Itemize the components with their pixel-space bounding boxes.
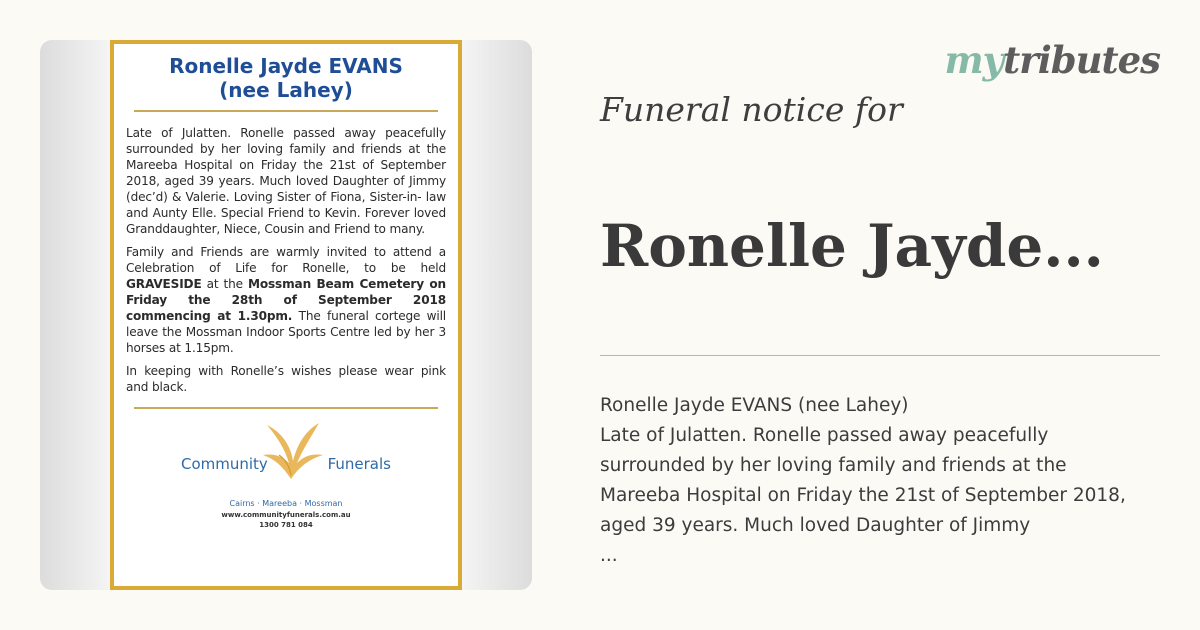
notice-paragraph-details: Late of Julatten. Ronelle passed away peacefully surrounded by her loving family and friends at the Mareeba Hospital on Friday the 21st of September 2018, aged 39 years. Much loved Daughter of Jimmy (dec’d) & Valerie. Loving Sister of Fiona, Sister-in- law and Aunty Elle. Special Friend to Kevin. Forever loved Granddaughter, Niece, Cousin and Friend to many.: [126, 126, 446, 236]
funeral-notice-label: Funeral notice for: [600, 90, 903, 129]
logo-locations: Cairns · Mareeba · Mossman: [229, 499, 343, 508]
notice-divider-bottom: [134, 407, 438, 409]
logo-text-community: Community: [181, 455, 268, 473]
excerpt-line: Late of Julatten. Ronelle passed away peacefully: [600, 425, 1049, 446]
notice-heading: [126, 54, 446, 102]
excerpt-line: aged 39 years. Much loved Daughter of Jimmy: [600, 515, 1031, 536]
notice-excerpt: [600, 391, 1160, 571]
community-funerals-logo: [181, 419, 391, 531]
excerpt-line: Mareeba Hospital on Friday the 21st of September 2018,: [600, 485, 1126, 506]
service-bold-graveside: GRAVESIDE: [126, 277, 202, 291]
funeral-notice-image: [40, 40, 532, 590]
service-text-3: The funeral cortege will leave the Mossman Indoor Sports Centre led by her 3 horses at 1.15pm.: [126, 309, 446, 355]
notice-heading-name: Ronelle Jayde EVANS: [169, 54, 403, 78]
notice-paragraph-wishes: In keeping with Ronelle’s wishes please wear pink and black.: [126, 364, 446, 394]
deceased-name: Ronelle Jayde...: [600, 212, 1104, 280]
service-bold-location: Mossman Beam Cemetery on Friday the 28th of September 2018 commencing at 1.30pm.: [126, 277, 446, 323]
logo-text-funerals: Funerals: [327, 455, 391, 473]
logo-phone: 1300 781 084: [259, 521, 313, 529]
divider: [600, 355, 1160, 356]
notice-heading-maiden-name: (nee Lahey): [219, 78, 353, 102]
logo-website: www.communityfunerals.com.au: [221, 511, 351, 519]
notice-paragraph-service: [126, 244, 446, 356]
excerpt-line: surrounded by her loving family and friends at the: [600, 455, 1067, 476]
mytributes-logo[interactable]: [944, 38, 1160, 82]
notice-card: [110, 40, 462, 590]
brand-tributes: tributes: [1003, 38, 1160, 82]
notice-divider-top: [134, 110, 438, 112]
service-text-2: at the: [201, 277, 248, 291]
brand-my: my: [944, 38, 1004, 82]
excerpt-ellipsis: ...: [600, 545, 618, 566]
service-text-1: Family and Friends are warmly invited to attend a Celebration of Life for Ronelle, to be held: [126, 245, 446, 275]
excerpt-line: Ronelle Jayde EVANS (nee Lahey): [600, 395, 909, 416]
